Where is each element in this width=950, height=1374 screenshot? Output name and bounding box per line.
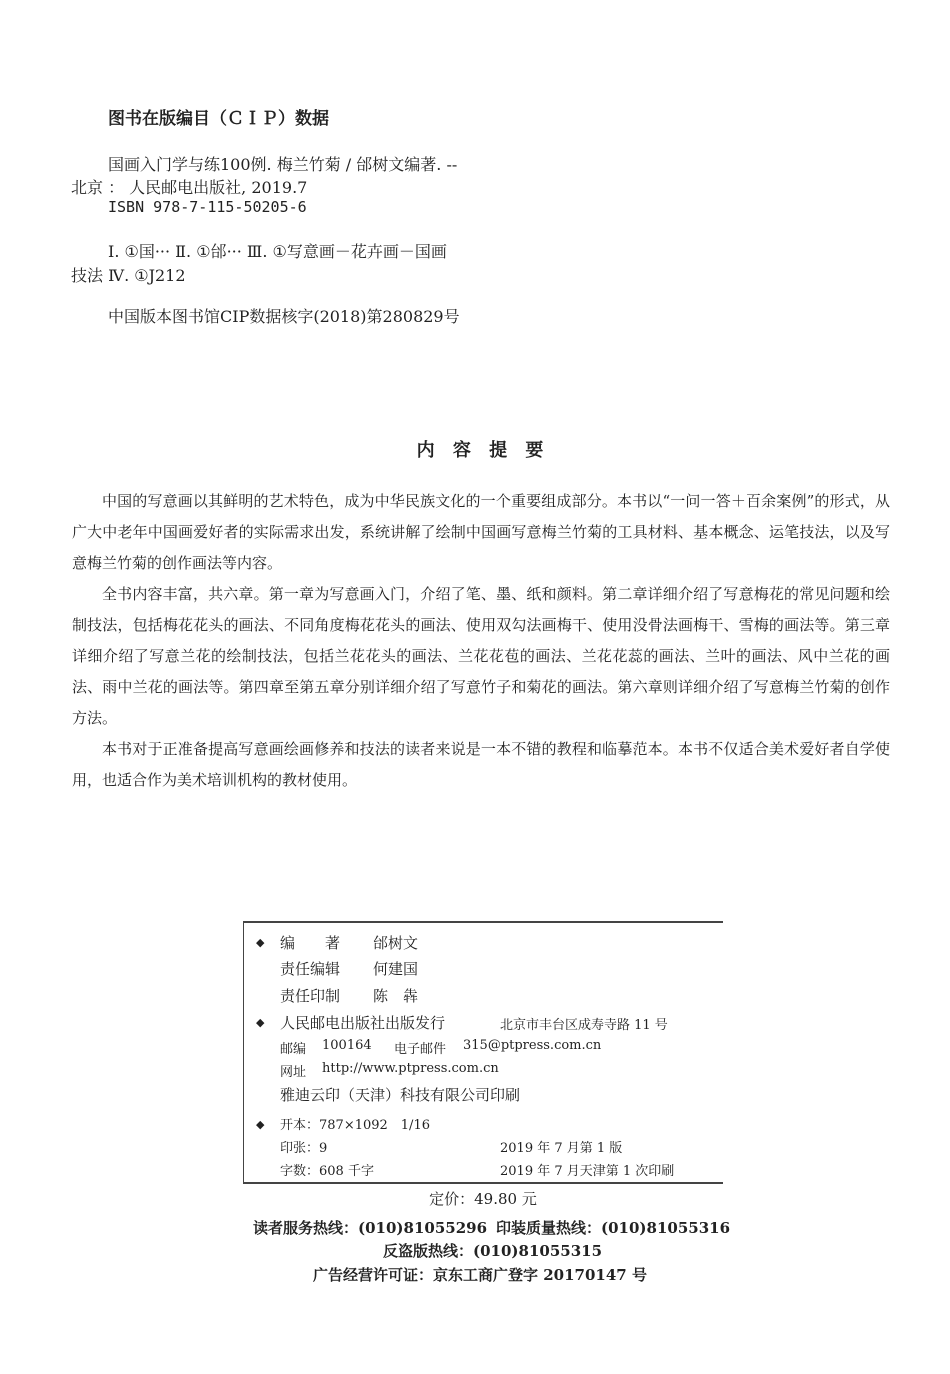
colophon-top-rule [243, 921, 723, 923]
cip-record-number: 中国版本图书馆CIP数据核字(2018)第280829号 [108, 307, 460, 326]
cip-publisher-line: 北京 ： 人民邮电出版社, 2019.7 [71, 178, 308, 197]
edition-info: 2019 年 7 月第 1 版 [500, 1141, 623, 1156]
postcode-label: 邮编 [280, 1042, 307, 1057]
editor-name: 何建国 [373, 960, 419, 978]
reader-service-hotline: 读者服务热线：(010)81055296 [253, 1219, 488, 1237]
quality-hotline: 印装质量热线：(010)81055316 [496, 1219, 731, 1237]
email-value: 315@ptpress.com.cn [463, 1038, 602, 1053]
cip-isbn: ISBN 978-7-115-50205-6 [108, 198, 307, 216]
summary-body [72, 486, 890, 796]
cip-title: 图书在版编目（ＣＩＰ）数据 [108, 109, 329, 129]
print-manager-name: 陈 犇 [373, 987, 419, 1005]
author-label: 编 著 [280, 934, 341, 952]
word-count: 字数：608 千字 [280, 1164, 374, 1179]
editor-label: 责任编辑 [280, 960, 341, 978]
printer-name: 雅迪云印（天津）科技有限公司印刷 [280, 1086, 521, 1104]
website-value: http://www.ptpress.com.cn [322, 1061, 499, 1076]
website-label: 网址 [280, 1065, 307, 1080]
colophon-left-rule [243, 921, 244, 1183]
summary-paragraph: 本书对于正准备提高写意画绘画修养和技法的读者来说是一本不错的教程和临摹范本。本书不仅适合美术爱好者自学使用，也适合作为美术培训机构的教材使用。 [72, 740, 890, 789]
colophon-bottom-rule [243, 1182, 723, 1184]
print-manager-label: 责任印制 [280, 987, 341, 1005]
publisher-name: 人民邮电出版社出版发行 [280, 1014, 446, 1032]
publisher-address: 北京市丰台区成寿寺路 11 号 [500, 1018, 668, 1033]
bullet-icon: ◆ [256, 1016, 265, 1029]
author-name: 邰树文 [373, 934, 419, 952]
email-label: 电子邮件 [394, 1042, 447, 1057]
cip-bibliographic-line: 国画入门学与练100例. 梅兰竹菊 / 邰树文编著. -- [108, 155, 458, 174]
summary-title: 内 容 提 要 [416, 440, 550, 461]
book-sheets: 印张：9 [280, 1141, 328, 1156]
price: 定价：49.80 元 [429, 1190, 537, 1208]
cip-classification-line-1: Ⅰ. ①国··· Ⅱ. ①邰··· Ⅲ. ①写意画－花卉画－国画 [108, 242, 447, 261]
cip-classification-line-2: 技法 Ⅳ. ①J212 [71, 266, 186, 285]
bullet-icon: ◆ [256, 1118, 265, 1131]
summary-paragraph: 全书内容丰富，共六章。第一章为写意画入门，介绍了笔、墨、纸和颜料。第二章详细介绍了写意梅花的常见问题和绘制技法，包括梅花花头的画法、不同角度梅花花头的画法、使用双勾法画梅干、使用没骨法画梅干、雪梅的画法等。第三章详细介绍了写意兰花的绘制技法，包括兰花花头的画法、兰花花苞的画法、兰花花蕊的画法、兰叶的画法、风中兰花的画法、雨中兰花的画法等。第四章至第五章分别详细介绍了写意竹子和菊花的画法。第六章则详细介绍了写意梅兰竹菊的创作方法。 [72, 585, 890, 727]
summary-paragraph: 中国的写意画以其鲜明的艺术特色，成为中华民族文化的一个重要组成部分。本书以“一问一答＋百余案例”的形式，从广大中老年中国画爱好者的实际需求出发，系统讲解了绘制中国画写意梅兰竹菊的工具材料、基本概念、运笔技法，以及写意梅兰竹菊的创作画法等内容。 [72, 492, 890, 572]
bullet-icon: ◆ [256, 936, 265, 949]
anti-piracy-hotline: 反盗版热线：(010)81055315 [383, 1242, 603, 1260]
postcode-value: 100164 [322, 1038, 372, 1053]
advertising-license: 广告经营许可证：京东工商广登字 20170147 号 [313, 1266, 647, 1284]
book-format: 开本：787×1092 1/16 [280, 1118, 430, 1133]
printing-info: 2019 年 7 月天津第 1 次印刷 [500, 1164, 675, 1179]
